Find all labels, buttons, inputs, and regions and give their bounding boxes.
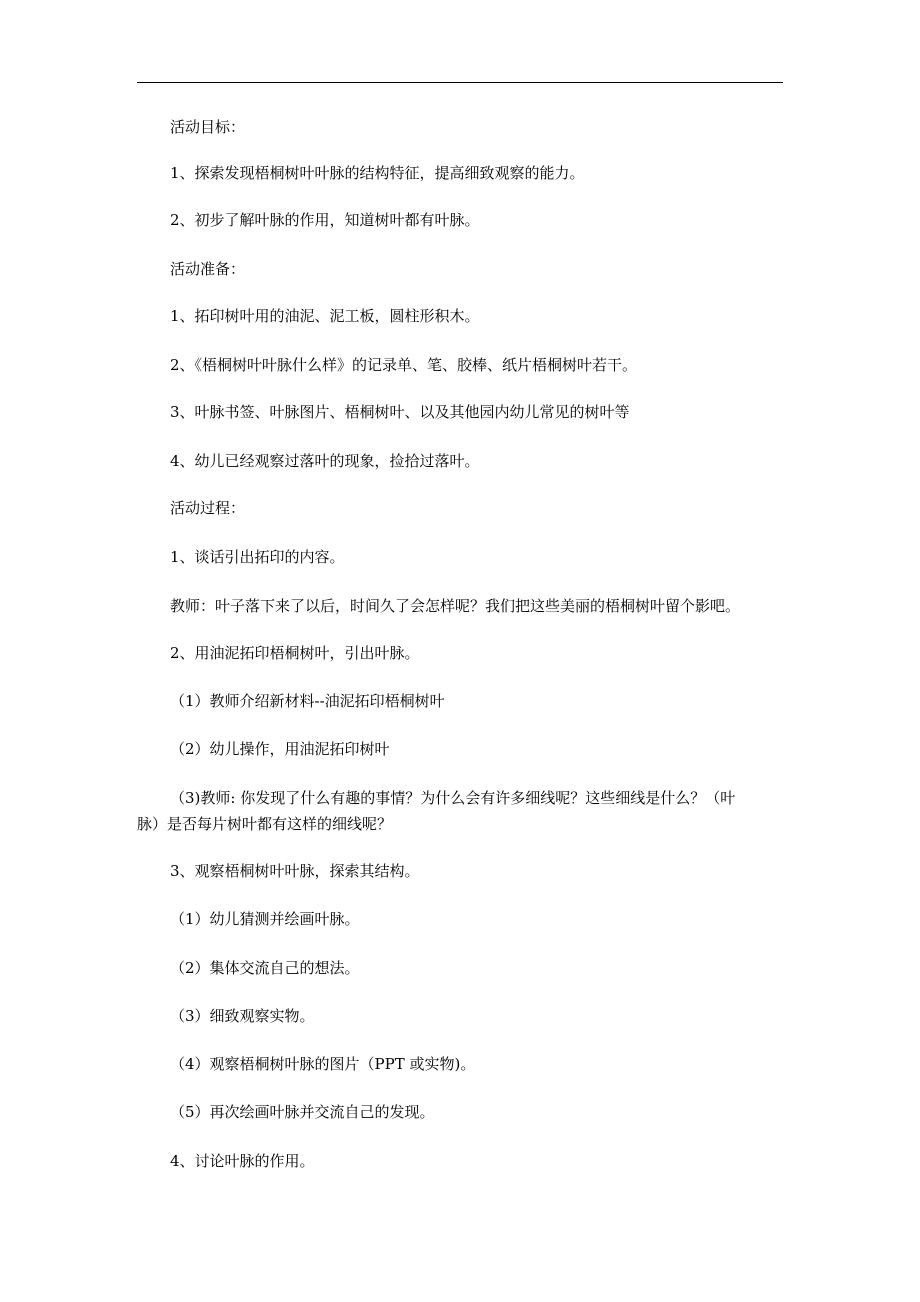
sub-item-3-1: （1）幼儿猜测并绘画叶脉。 — [170, 910, 360, 928]
heading-process: 活动过程： — [170, 499, 246, 517]
header-rule — [137, 82, 783, 83]
prep-item-4: 4、幼儿已经观察过落叶的现象，捡拾过落叶。 — [170, 452, 480, 470]
process-item-1: 1、谈话引出拓印的内容。 — [170, 548, 345, 566]
process-item-3: 3、观察梧桐树叶叶脉，探索其结构。 — [170, 862, 420, 880]
sub-item-3-5: （5）再次绘画叶脉并交流自己的发现。 — [170, 1103, 435, 1121]
heading-goals: 活动目标： — [170, 118, 246, 136]
sub-item-3-2: （2）集体交流自己的想法。 — [170, 959, 360, 977]
prep-item-3: 3、叶脉书签、叶脉图片、梧桐树叶、以及其他园内幼儿常见的树叶等 — [170, 403, 630, 421]
heading-preparation: 活动准备： — [170, 260, 246, 278]
sub-item-2-3 — [137, 785, 788, 837]
sub-item-2-3-second: 脉）是否每片树叶都有这样的细线呢？ — [137, 815, 393, 833]
process-item-2: 2、用油泥拓印梧桐树叶，引出叶脉。 — [170, 644, 420, 662]
sub-item-2-1: （1）教师介绍新材料--油泥拓印梧桐树叶 — [170, 692, 445, 710]
sub-item-2-2: （2）幼儿操作，用油泥拓印树叶 — [170, 740, 390, 758]
sub-item-3-4: （4）观察梧桐树叶脉的图片（PPT 或实物)。 — [170, 1055, 476, 1073]
process-item-4: 4、讨论叶脉的作用。 — [170, 1152, 315, 1170]
goal-item-2: 2、初步了解叶脉的作用，知道树叶都有叶脉。 — [170, 211, 480, 229]
teacher-line: 教师：叶子落下来了以后，时间久了会怎样呢？我们把这些美丽的梧桐树叶留个影吧。 — [170, 597, 741, 615]
prep-item-2: 2、《梧桐树叶叶脉什么样》的记录单、笔、胶棒、纸片梧桐树叶若干。 — [170, 356, 638, 374]
goal-item-1: 1、探索发现梧桐树叶叶脉的结构特征，提高细致观察的能力。 — [170, 164, 585, 182]
sub-item-2-3-first: （3)教师: 你发现了什么有趣的事情？为什么会有许多细线呢？这些细线是什么？（叶 — [170, 789, 736, 807]
prep-item-1: 1、拓印树叶用的油泥、泥工板，圆柱形积木。 — [170, 307, 480, 325]
sub-item-3-3: （3）细致观察实物。 — [170, 1007, 315, 1025]
